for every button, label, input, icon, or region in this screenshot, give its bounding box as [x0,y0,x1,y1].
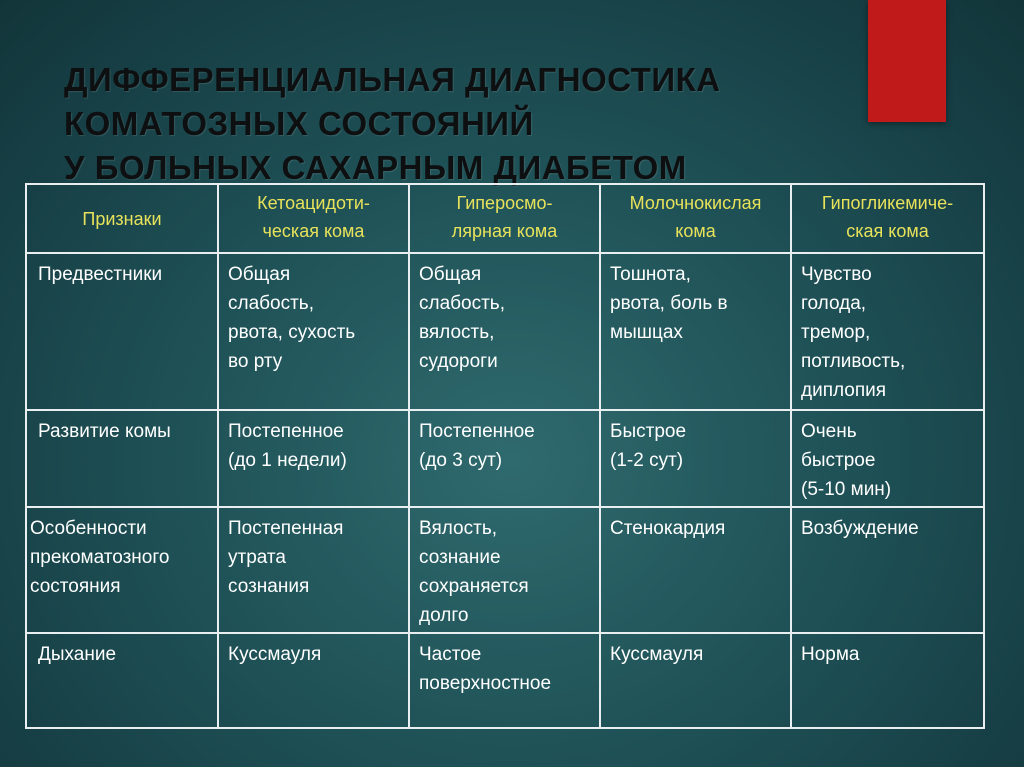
title-line-2: КОМАТОЗНЫХ СОСТОЯНИЙ [64,105,534,142]
table-row [26,507,984,633]
table-row [26,253,984,410]
cell-hyperosmolar: Частое поверхностное [409,633,600,728]
cell-hypoglycemic: Чувство голода, тремор, потливость, диплопия [791,253,984,410]
cell-hyperosmolar: Вялость, сознание сохраняется долго [409,507,600,633]
cell-hyperosmolar: Постепенное (до 3 сут) [409,410,600,507]
red-accent-bar [868,0,946,122]
header-ketoacidotic: Кетоацидоти- ческая кома [218,184,409,253]
table-row [26,633,984,728]
cell-hypoglycemic: Норма [791,633,984,728]
row-label: Предвестники [26,253,218,410]
cell-ketoacidotic: Постепенная утрата сознания [218,507,409,633]
header-hyperosmolar: Гиперосмо- лярная кома [409,184,600,253]
cell-ketoacidotic: Постепенное (до 1 недели) [218,410,409,507]
cell-hyperosmolar: Общая слабость, вялость, судороги [409,253,600,410]
cell-lactic: Куссмауля [600,633,791,728]
cell-ketoacidotic: Куссмауля [218,633,409,728]
slide-title [64,58,864,190]
cell-ketoacidotic: Общая слабость, рвота, сухость во рту [218,253,409,410]
cell-hypoglycemic: Возбуждение [791,507,984,633]
cell-hypoglycemic: Очень быстрое (5-10 мин) [791,410,984,507]
row-label: Дыхание [26,633,218,728]
cell-lactic: Тошнота, рвота, боль в мышцах [600,253,791,410]
row-label: Развитие комы [26,410,218,507]
table-row [26,410,984,507]
title-line-3: У БОЛЬНЫХ САХАРНЫМ ДИАБЕТОМ [64,149,687,186]
coma-comparison-table [25,183,985,729]
row-label: Особенности прекоматозного состояния [26,507,218,633]
header-lactic: Молочнокислая кома [600,184,791,253]
header-signs: Признаки [26,184,218,253]
title-line-1: ДИФФЕРЕНЦИАЛЬНАЯ ДИАГНОСТИКА [64,61,721,98]
cell-lactic: Быстрое (1-2 сут) [600,410,791,507]
cell-lactic: Стенокардия [600,507,791,633]
header-row [26,184,984,253]
header-hypoglycemic: Гипогликемиче- ская кома [791,184,984,253]
